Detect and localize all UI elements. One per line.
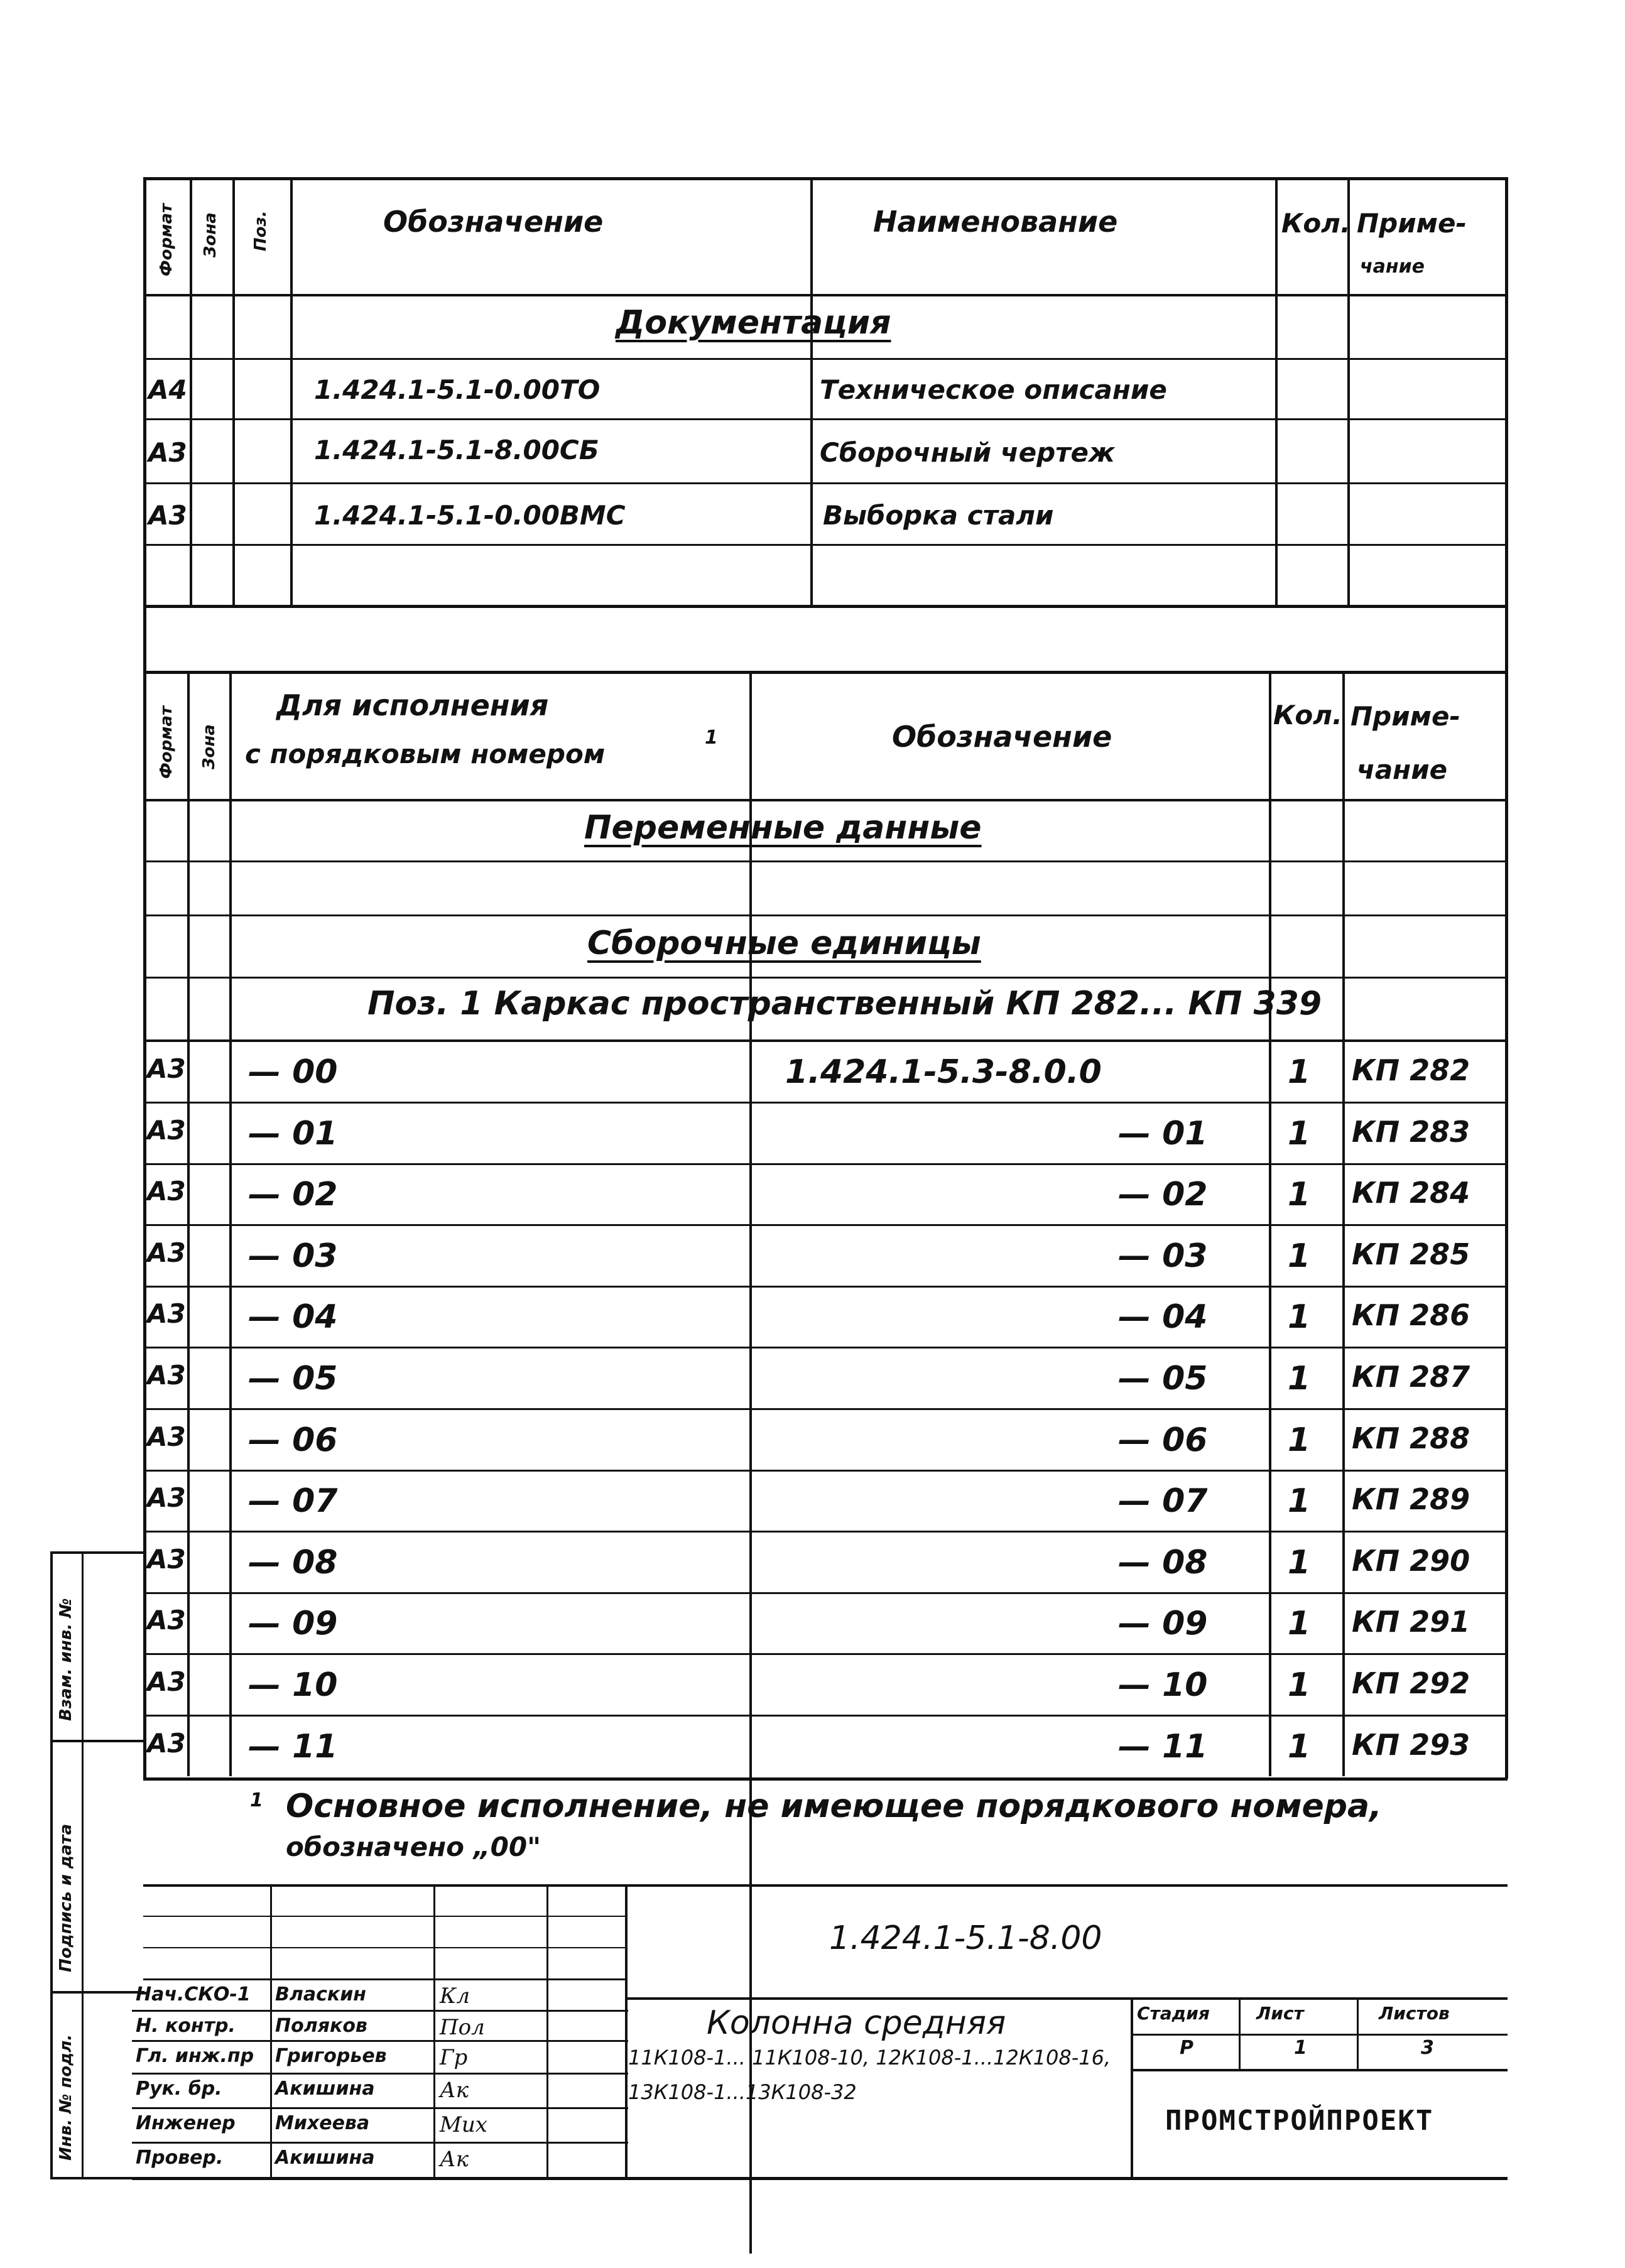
stamp-signature-date-label: Подпись и дата [57, 1823, 75, 1972]
row-note: КП 289 [1352, 1482, 1470, 1516]
row-divider [143, 1224, 1508, 1226]
approver-signature: Ак [440, 2078, 469, 2103]
row-designation: — 04 [1118, 1298, 1208, 1336]
row-designation: — 06 [1118, 1421, 1208, 1459]
col-pos-label: Поз. [251, 210, 270, 251]
row-note: КП 291 [1352, 1605, 1470, 1639]
stage-value: Р [1180, 2037, 1193, 2059]
row-format: А3 [147, 1237, 186, 1268]
row-note: КП 283 [1352, 1115, 1470, 1149]
row-qty: 1 [1288, 1053, 1311, 1091]
col-designation-label: Обозначение [892, 720, 1112, 754]
approver-name: Григорьев [275, 2045, 387, 2067]
row-variant: — 10 [248, 1666, 338, 1704]
row-qty: 1 [1288, 1605, 1311, 1642]
row-note: КП 285 [1352, 1237, 1470, 1271]
col-note-label-1: Приме- [1357, 208, 1467, 239]
pos-line: Поз. 1 Каркас пространственный КП 282... КП 339 [367, 985, 1322, 1023]
row-note: КП 290 [1352, 1544, 1470, 1578]
row-format: А3 [147, 1605, 186, 1636]
row-designation: 1.424.1-5.1-0.00ТО [314, 374, 601, 405]
row-designation: — 07 [1118, 1482, 1208, 1520]
row-variant: — 03 [248, 1237, 338, 1275]
approver-signature: Мих [440, 2112, 487, 2137]
footnote-line-1: Основное исполнение, не имеющее порядкового номера, [286, 1788, 1382, 1825]
document-code: 1.424.1-5.1-8.00 [829, 1919, 1102, 1957]
section-assemblies: Сборочные единицы [587, 925, 981, 962]
sheets-value: 3 [1421, 2037, 1434, 2059]
row-designation: 1.424.1-5.1-0.00ВМС [314, 500, 626, 531]
row-designation: — 10 [1118, 1666, 1208, 1704]
col-qty-label: Кол. [1273, 700, 1342, 730]
row-qty: 1 [1288, 1482, 1311, 1520]
row-divider [143, 1715, 1508, 1717]
approver-name: Акишина [275, 2078, 375, 2100]
row-designation: — 09 [1118, 1605, 1208, 1642]
row-qty: 1 [1288, 1298, 1311, 1336]
col-name-label: Наименование [873, 205, 1118, 239]
approver-signature: Ак [440, 2147, 469, 2172]
row-designation: — 05 [1118, 1360, 1208, 1397]
row-designation: — 11 [1118, 1728, 1208, 1766]
approver-signature: Гр [440, 2045, 468, 2070]
footnote-mark: 1 [705, 727, 718, 749]
row-name: Техническое описание [820, 374, 1167, 405]
row-format: А3 [147, 1544, 186, 1575]
row-divider [143, 1102, 1508, 1104]
approver-signature: Пол [440, 2015, 485, 2040]
section-documentation: Документация [616, 304, 891, 342]
col-variant-label-2: с порядковым номером [245, 739, 606, 769]
row-note: КП 284 [1352, 1176, 1470, 1210]
row-variant: — 04 [248, 1298, 338, 1336]
row-format: А3 [147, 1728, 186, 1759]
sheets-label: Листов [1379, 2003, 1450, 2024]
footnote-mark: 1 [250, 1789, 263, 1811]
row-divider [143, 1408, 1508, 1410]
row-designation: — 02 [1118, 1176, 1208, 1213]
row-variant: — 08 [248, 1544, 338, 1582]
approver-name: Поляков [275, 2015, 367, 2037]
row-note: КП 292 [1352, 1666, 1470, 1700]
row-qty: 1 [1288, 1115, 1311, 1153]
row-format: А3 [147, 1666, 186, 1697]
col-format-label: Формат [157, 705, 176, 779]
row-format: А3 [147, 1298, 186, 1329]
section-variable-data: Переменные данные [584, 809, 982, 847]
row-variant: — 02 [248, 1176, 338, 1213]
row-designation: — 08 [1118, 1544, 1208, 1582]
approver-role: Рук. бр. [136, 2078, 222, 2100]
row-qty: 1 [1288, 1176, 1311, 1213]
row-variant: — 07 [248, 1482, 338, 1520]
row-divider [143, 1286, 1508, 1288]
approver-role: Н. контр. [136, 2015, 236, 2037]
row-format: А3 [147, 1115, 186, 1146]
approver-name: Акишина [275, 2147, 375, 2169]
organization-name: ПРОМСТРОЙПРОЕКТ [1165, 2105, 1434, 2137]
row-designation: — 03 [1118, 1237, 1208, 1275]
approver-role: Инженер [136, 2112, 236, 2134]
row-note: КП 286 [1352, 1298, 1470, 1332]
row-divider [143, 1653, 1508, 1655]
col-variant-label-1: Для исполнения [276, 688, 549, 722]
row-qty: 1 [1288, 1666, 1311, 1704]
row-note: КП 288 [1352, 1421, 1470, 1455]
row-variant: — 06 [248, 1421, 338, 1459]
row-qty: 1 [1288, 1421, 1311, 1459]
stamp-inv-orig-label: Инв. № подл. [57, 2034, 75, 2161]
row-name: Сборочный чертеж [820, 437, 1115, 468]
row-divider [143, 1592, 1508, 1594]
row-format: А3 [147, 1421, 186, 1452]
approver-role: Нач.СКО-1 [136, 1983, 251, 2005]
stage-label: Стадия [1137, 2003, 1210, 2024]
row-note: КП 282 [1352, 1053, 1470, 1087]
row-format: А3 [147, 1360, 186, 1391]
row-qty: 1 [1288, 1237, 1311, 1275]
approver-name: Власкин [275, 1983, 366, 2005]
row-format: А4 [148, 374, 187, 405]
row-format: А3 [147, 1482, 186, 1513]
row-qty: 1 [1288, 1728, 1311, 1766]
row-note: КП 293 [1352, 1728, 1470, 1762]
footnote-line-2: обозначено „00" [286, 1831, 541, 1862]
row-format: А3 [148, 437, 187, 468]
col-note-label-2: чание [1357, 754, 1448, 785]
row-format: А3 [148, 500, 187, 531]
row-qty: 1 [1288, 1544, 1311, 1582]
row-divider [143, 1163, 1508, 1165]
col-zone-label: Зона [201, 212, 220, 258]
row-divider [143, 1531, 1508, 1533]
document-subtitle-1: 11К108-1... 11К108-10, 12К108-1...12К108-16, [628, 2046, 1111, 2070]
document-subtitle-2: 13К108-1...13К108-32 [628, 2080, 857, 2104]
row-designation: — 01 [1118, 1115, 1208, 1153]
col-format-label: Формат [157, 203, 176, 276]
row-designation: 1.424.1-5.1-8.00СБ [314, 435, 599, 465]
col-note-label-2: чание [1360, 256, 1425, 278]
col-note-label-1: Приме- [1351, 701, 1460, 732]
row-variant: — 00 [248, 1053, 338, 1091]
approver-name: Михеева [275, 2112, 370, 2134]
row-variant: — 01 [248, 1115, 338, 1153]
row-qty: 1 [1288, 1360, 1311, 1397]
col-qty-label: Кол. [1281, 208, 1351, 239]
row-format: А3 [147, 1053, 186, 1084]
row-name: Выборка стали [823, 500, 1054, 531]
approver-role: Провер. [136, 2147, 224, 2169]
row-divider [143, 1470, 1508, 1472]
row-divider [143, 1347, 1508, 1348]
col-designation-label: Обозначение [383, 205, 604, 239]
row-note: КП 287 [1352, 1360, 1470, 1394]
row-variant: — 09 [248, 1605, 338, 1642]
row-variant: — 05 [248, 1360, 338, 1397]
row-designation: 1.424.1-5.3-8.0.0 [785, 1053, 1102, 1091]
approver-role: Гл. инж.пр [136, 2045, 254, 2067]
col-zone-label: Зона [200, 724, 219, 769]
stamp-replaces-label: Взам. инв. № [57, 1598, 75, 1721]
row-variant: — 11 [248, 1728, 338, 1766]
sheet-label: Лист [1256, 2003, 1304, 2024]
document-title: Колонна средняя [707, 2004, 1006, 2042]
row-format: А3 [147, 1176, 186, 1207]
sheet-value: 1 [1294, 2037, 1307, 2059]
approver-signature: Кл [440, 1983, 470, 2009]
